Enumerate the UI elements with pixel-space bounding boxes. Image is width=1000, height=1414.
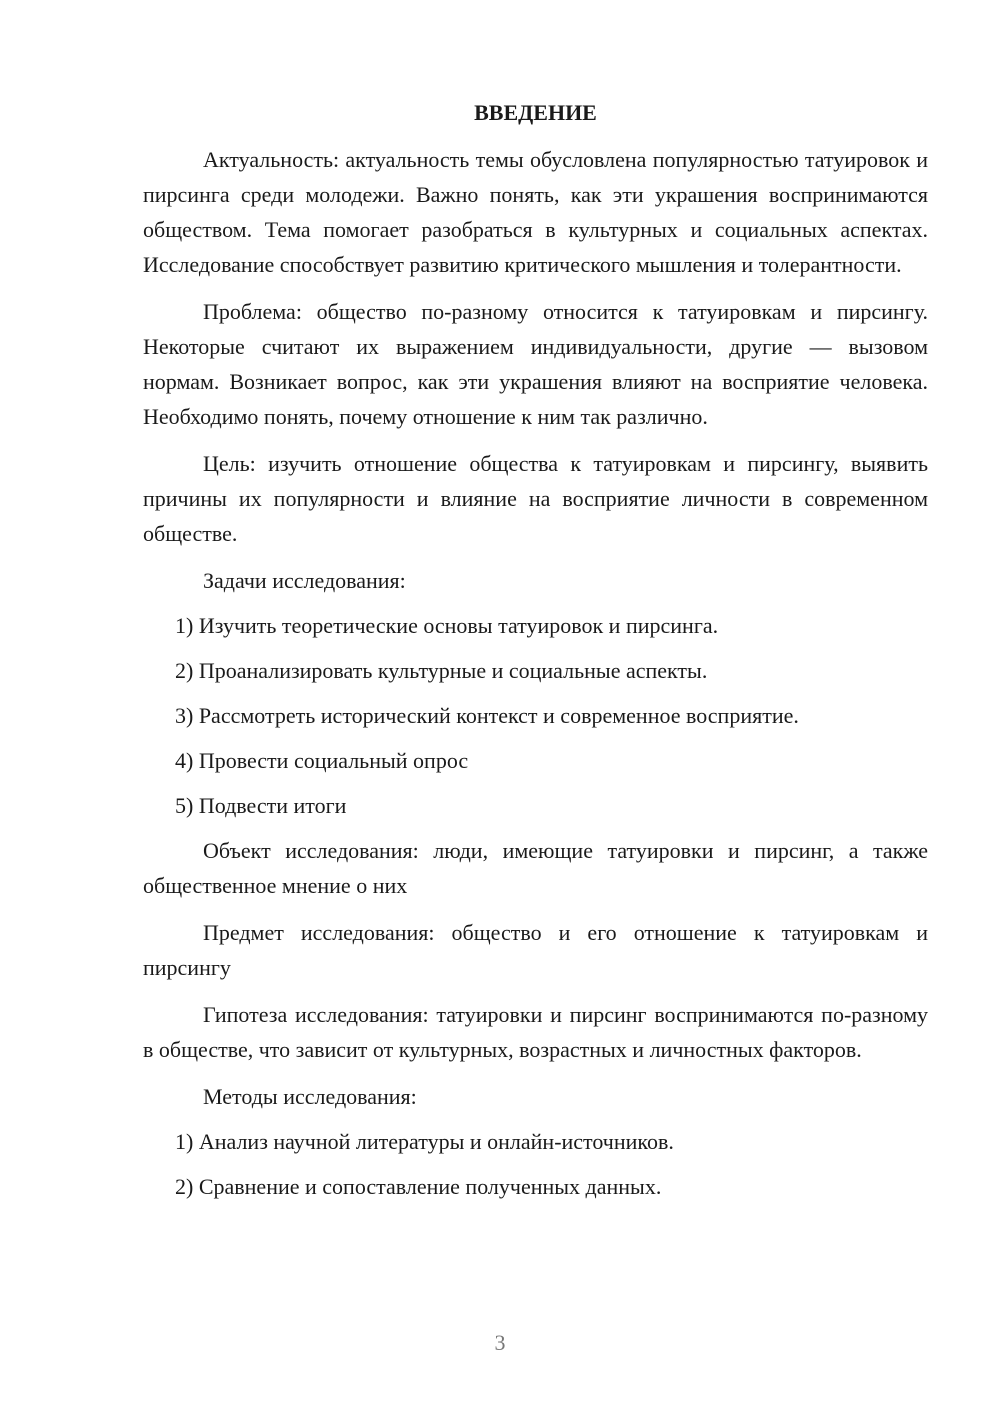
page-number: 3: [494, 1330, 506, 1355]
task-item: 1) Изучить теоретические основы татуировок и пирсинга.: [175, 613, 719, 638]
task-item: 3) Рассмотреть исторический контекст и современное восприятие.: [175, 703, 799, 728]
method-item: 2) Сравнение и сопоставление полученных данных.: [175, 1174, 662, 1199]
methods-heading: Методы исследования:: [203, 1084, 417, 1109]
tasks-heading: Задачи исследования:: [203, 568, 406, 593]
section-title: ВВЕДЕНИЕ: [474, 100, 597, 125]
method-item: 1) Анализ научной литературы и онлайн-источников.: [175, 1129, 674, 1154]
hypothesis-paragraph: Гипотеза исследования: татуировки и пирсинг воспринимаются по-разному в обществе, что зависит от культурных, возрастных и личностных факторов.: [143, 1002, 928, 1062]
task-item: 5) Подвести итоги: [175, 793, 347, 818]
task-item: 4) Провести социальный опрос: [175, 748, 469, 773]
document-page: [143, 95, 928, 1214]
object-paragraph: Объект исследования: люди, имеющие татуировки и пирсинг, а также общественное мнение о них: [143, 838, 928, 898]
relevance-paragraph: Актуальность: актуальность темы обусловлена популярностью татуировок и пирсинга среди молодежи. Важно понять, как эти украшения воспринимаются обществом. Тема помогает разобраться в культурных и социальных аспектах. Исследование способствует развитию критического мышления и толерантности.: [143, 147, 928, 277]
problem-paragraph: Проблема: общество по-разному относится к татуировкам и пирсингу. Некоторые считают их выражением индивидуальности, другие — вызовом нормам. Возникает вопрос, как эти украшения влияют на восприятие человека. Необходимо понять, почему отношение к ним так различно.: [143, 299, 928, 429]
goal-paragraph: Цель: изучить отношение общества к татуировкам и пирсингу, выявить причины их популярности и влияние на восприятие личности в современном обществе.: [143, 451, 928, 546]
subject-paragraph: Предмет исследования: общество и его отношение к татуировкам и пирсингу: [143, 920, 928, 980]
task-item: 2) Проанализировать культурные и социальные аспекты.: [175, 658, 708, 683]
